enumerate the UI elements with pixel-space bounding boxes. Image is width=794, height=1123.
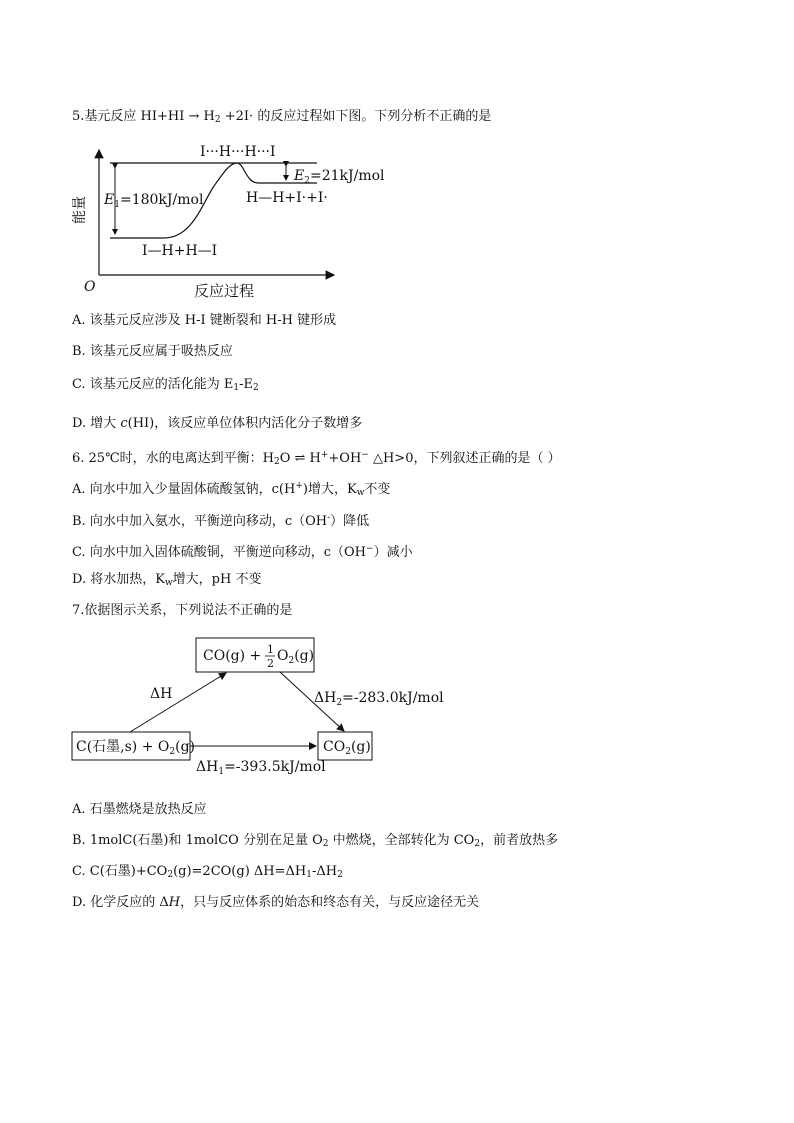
q5-option-a: A. 该基元反应涉及 H-I 键断裂和 H-H 键形成 bbox=[72, 313, 337, 328]
fraction-num: 1 bbox=[267, 643, 274, 656]
arrow-left-to-top bbox=[130, 673, 226, 732]
q6-option-d: D. 将水加热，$K_w$增大，pH 不变 bbox=[72, 572, 262, 588]
q5-energy-diagram bbox=[72, 138, 402, 303]
dh-label: ΔH bbox=[150, 686, 173, 702]
q5-option-d: D. 增大 c(HI)，该反应单位体积内活化分子数增多 bbox=[72, 416, 363, 431]
q7-option-c: C. C(石墨)$+CO_2(g)=2CO(g)$ $\Delta H=\Delta H_1-\Delta H_2$ bbox=[72, 864, 343, 880]
right-box-text: $CO_2(g)$ bbox=[323, 739, 371, 757]
left-box-text: C(石墨$,s) + O_2(g)$ bbox=[76, 739, 196, 757]
q7-hess-diagram bbox=[70, 632, 470, 780]
dh1-label: $\Delta H_1=-393.5kJ$/mol bbox=[196, 759, 326, 777]
q6-option-c: C. 向水中加入固体硫酸铜，平衡逆向移动，c（OH−）减小 bbox=[72, 544, 413, 560]
product-label: H—H+I·+I· bbox=[246, 190, 328, 206]
q7-stem: 7.依据图示关系，下列说法不正确的是 bbox=[72, 603, 293, 618]
q6-option-b: B. 向水中加入氨水，平衡逆向移动，c（OH-）降低 bbox=[72, 513, 370, 529]
e1-label: $E_1=180kJ$/mol bbox=[104, 192, 204, 210]
q7-option-b: B. 1molC(石墨)和 1molCO 分别在足量 $O_2$ 中燃烧，全部转化为 $CO_2$，前者放热多 bbox=[72, 833, 559, 849]
q7-option-a: A. 石墨燃烧是放热反应 bbox=[72, 802, 207, 817]
y-axis-label-top: 能量 bbox=[72, 196, 88, 224]
dh2-label: $\Delta H_2=-283.0kJ$/mol bbox=[314, 690, 444, 708]
fraction-den: 2 bbox=[267, 657, 274, 670]
top-box-text-o2: $O_2(g)$ bbox=[277, 648, 315, 666]
q6-stem: 6. 25℃时，水的电离达到平衡：$H_2O$ ⇌ H++OH− △H>0，下列叙述正确的是（ ） bbox=[72, 450, 561, 467]
q5-option-c: C. 该基元反应的活化能为 $E_1-E_2$ bbox=[72, 377, 259, 393]
e2-label: $E_2=21kJ$/mol bbox=[294, 168, 385, 186]
q5-stem: 5.基元反应 $HI+HI \to H_2 +2I\cdot$ 的反应过程如下图。下列分析不正确的是 bbox=[72, 109, 492, 125]
ts-label: I···H···H···I bbox=[200, 144, 276, 160]
x-axis-label: 反应过程 bbox=[194, 282, 255, 300]
q5-option-b: B. 该基元反应属于吸热反应 bbox=[72, 344, 233, 359]
q6-option-a: A. 向水中加入少量固体硫酸氢钠，c(H+)增大，$K_w$不变 bbox=[72, 481, 391, 498]
reactant-label: I—H+H—I bbox=[142, 243, 218, 259]
origin-label: O bbox=[84, 279, 96, 295]
q7-option-d: D. 化学反应的 ΔH，只与反应体系的始态和终态有关，与反应途径无关 bbox=[72, 895, 480, 910]
top-box-text: CO(g) + bbox=[203, 648, 262, 664]
